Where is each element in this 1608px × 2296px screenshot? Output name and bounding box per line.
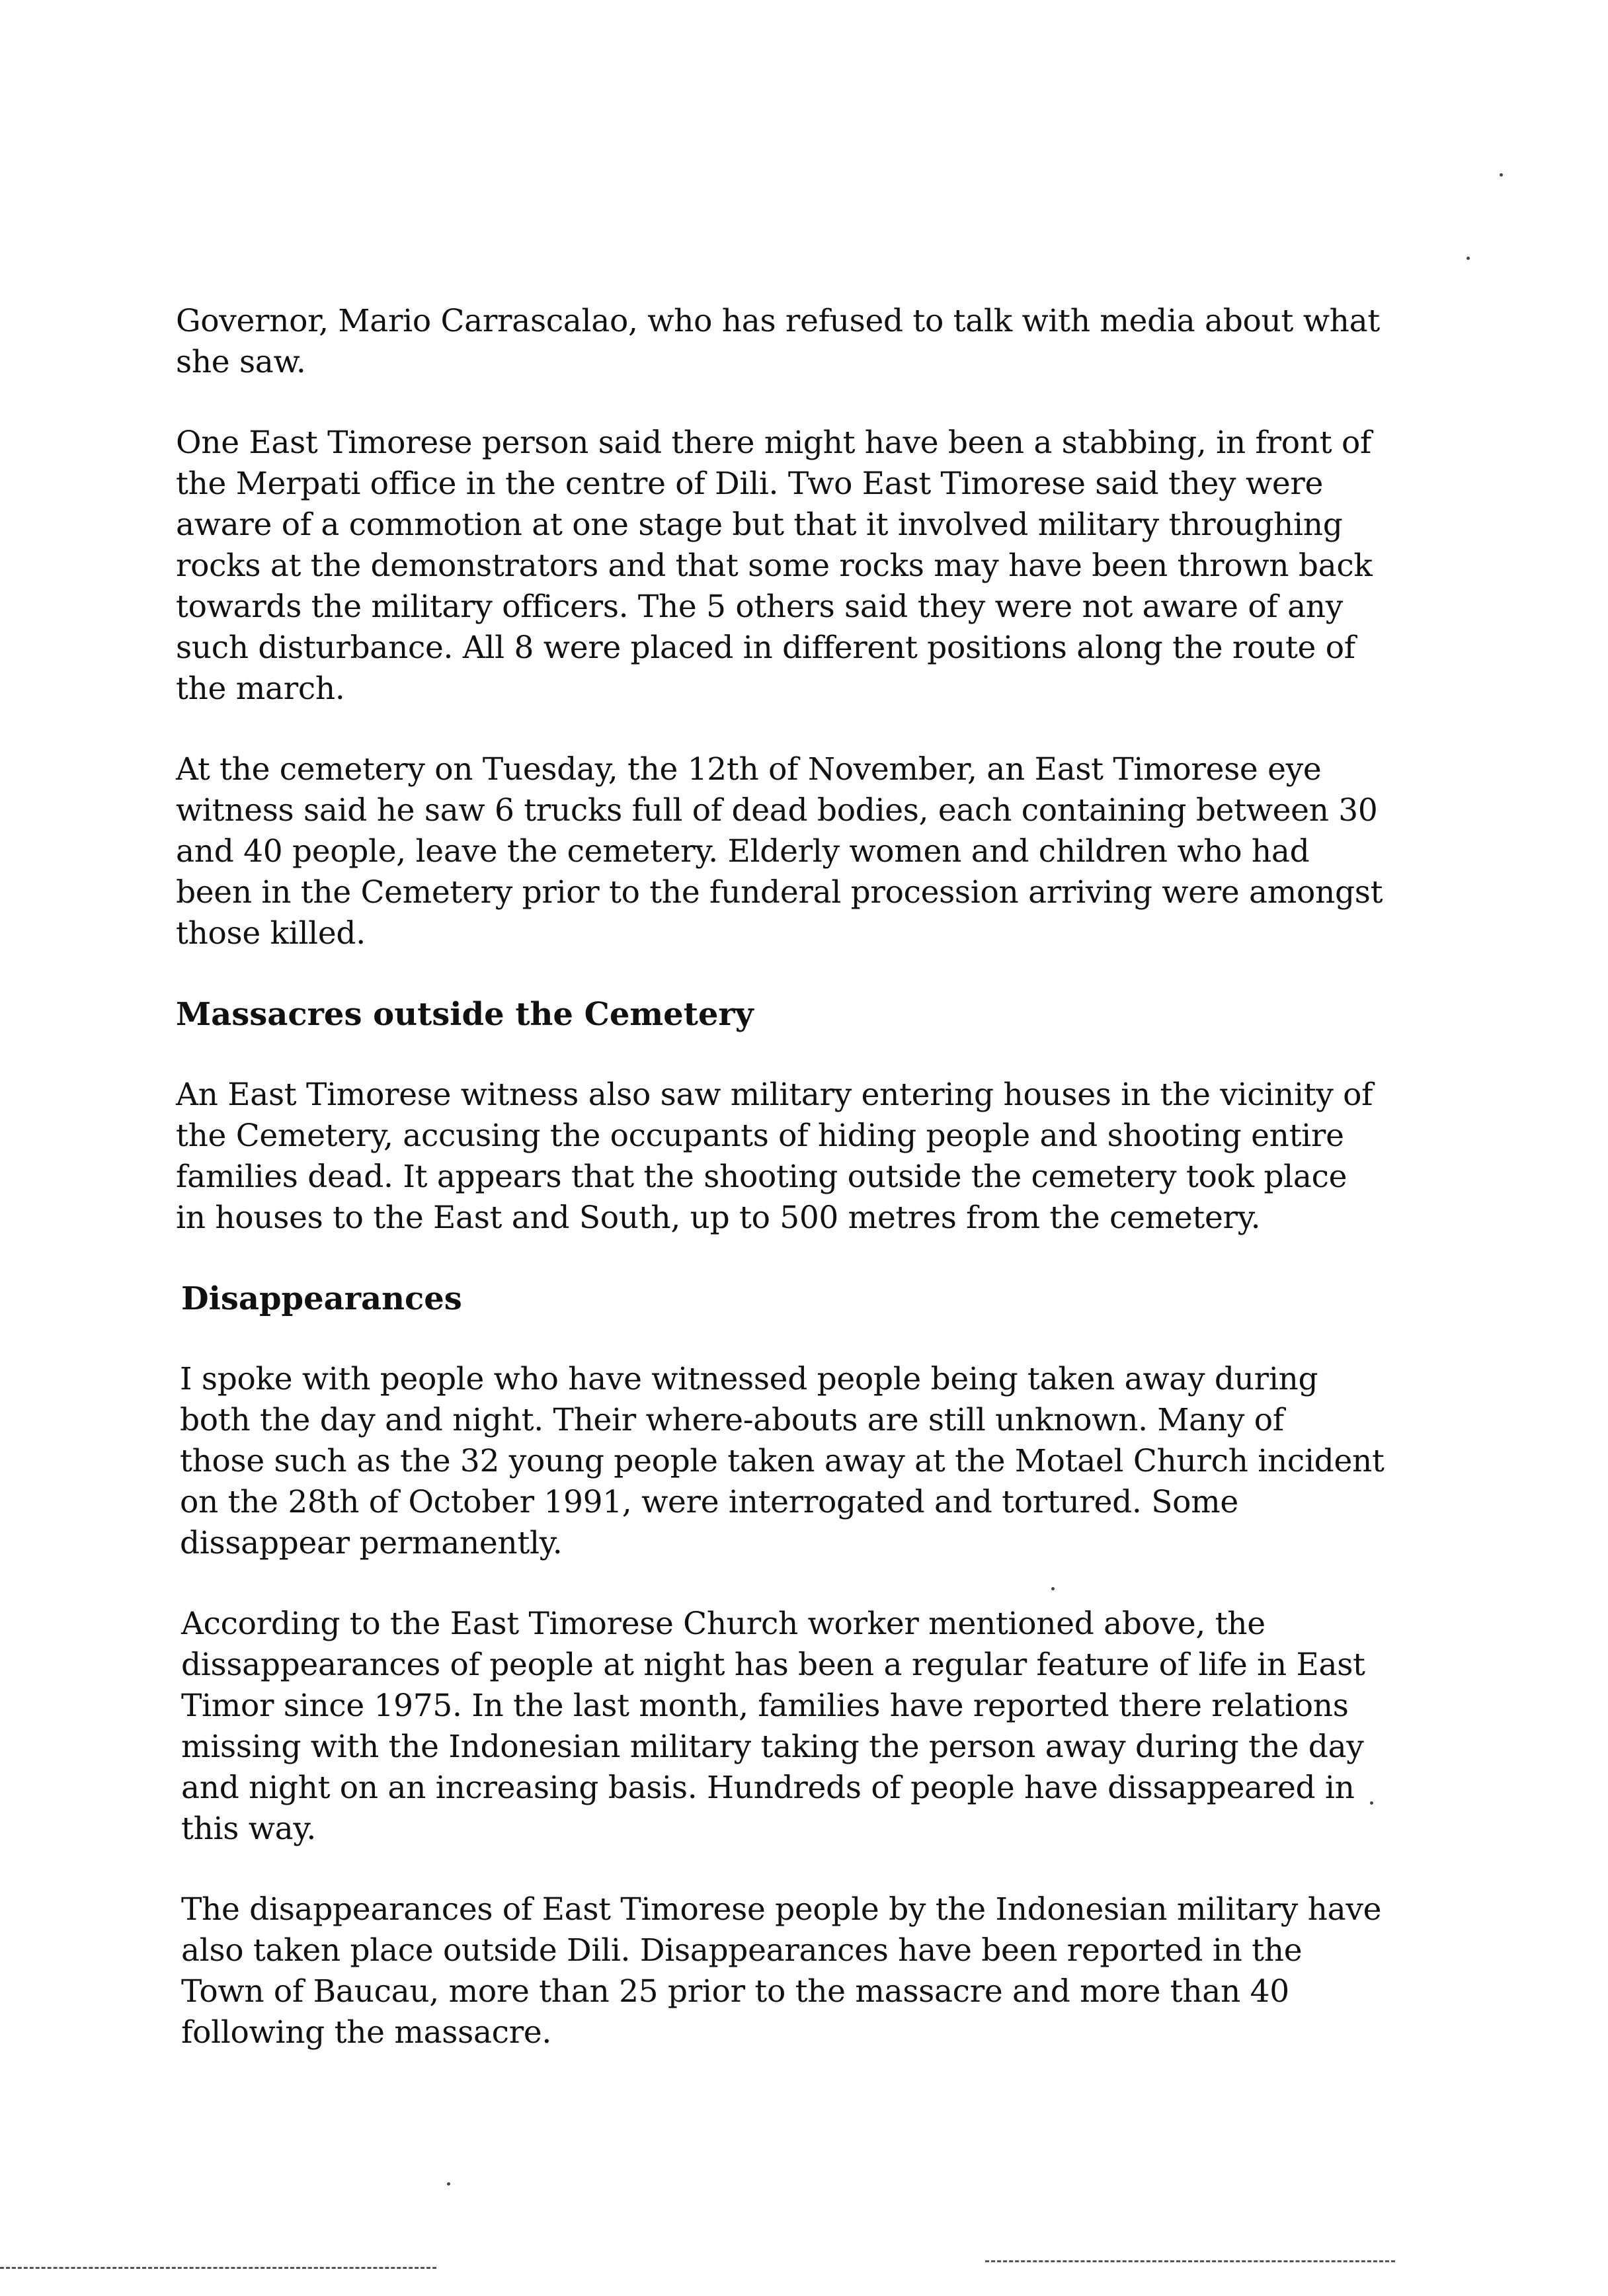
heading-massacres-outside-cemetery: Massacres outside the Cemetery xyxy=(176,996,754,1033)
scan-speck xyxy=(447,2182,450,2186)
scan-speck xyxy=(1500,173,1503,177)
paragraph-church-worker: According to the East Timorese Church worker mentioned above, the dissappearances of people at night has been a regular feature of life in East Timor since 1975. In the last month, families have reported there relations missing with the Indonesian military taking the person away during the day and night on an increasing basis. Hundreds of people have dissappeared in this way. xyxy=(181,1606,1365,1847)
paragraph-outside-dili: The disappearances of East Timorese people by the Indonesian military have also taken place outside Dili. Disappearances have been reported in the Town of Baucau, more than 25 prior to the massacre and more than 40 following the massacre. xyxy=(181,1891,1382,2051)
scan-speck xyxy=(1467,257,1470,260)
scan-dashed-line-left xyxy=(0,2267,436,2269)
paragraph-governor: Governor, Mario Carrascalao, who has refused to talk with media about what she saw. xyxy=(176,303,1380,380)
paragraph-witnessed-taken-away: I spoke with people who have witnessed people being taken away during both the day and night. Their where-abouts are still unknown. Many of those such as the 32 young people taken away at the Motael Church incident on the 28th of October 1991, were interrogated and tortured. Some dissappear permanently. xyxy=(180,1361,1385,1561)
paragraph-houses-shooting: An East Timorese witness also saw military entering houses in the vicinity of the Cemetery, accusing the occupants of hiding people and shooting entire families dead. It appears that the shooting outside the cemetery took place in houses to the East and South, up to 500 metres from the cemetery. xyxy=(176,1077,1373,1236)
paragraph-stabbing-report: One East Timorese person said there might have been a stabbing, in front of the Merpati office in the centre of Dili. Two East Timorese said they were aware of a commotion at one stage but that it involved military throughing rocks at the demonstrators and that some rocks may have been thrown back towards the military officers. The 5 others said they were not aware of any such disturbance. All 8 were placed in different positions along the route of the march. xyxy=(176,425,1373,707)
paragraph-cemetery-trucks: At the cemetery on Tuesday, the 12th of November, an East Timorese eye witness said he saw 6 trucks full of dead bodies, each containing between 30 and 40 people, leave the cemetery. Elderly women and children who had been in the Cemetery prior to the funderal procession arriving were amongst those killed. xyxy=(176,751,1383,952)
heading-disappearances: Disappearances xyxy=(181,1280,462,1317)
scan-dashed-line-right xyxy=(985,2260,1395,2262)
scan-speck xyxy=(1051,1587,1055,1590)
scan-speck xyxy=(1370,1801,1373,1805)
document-body xyxy=(176,301,1432,2093)
